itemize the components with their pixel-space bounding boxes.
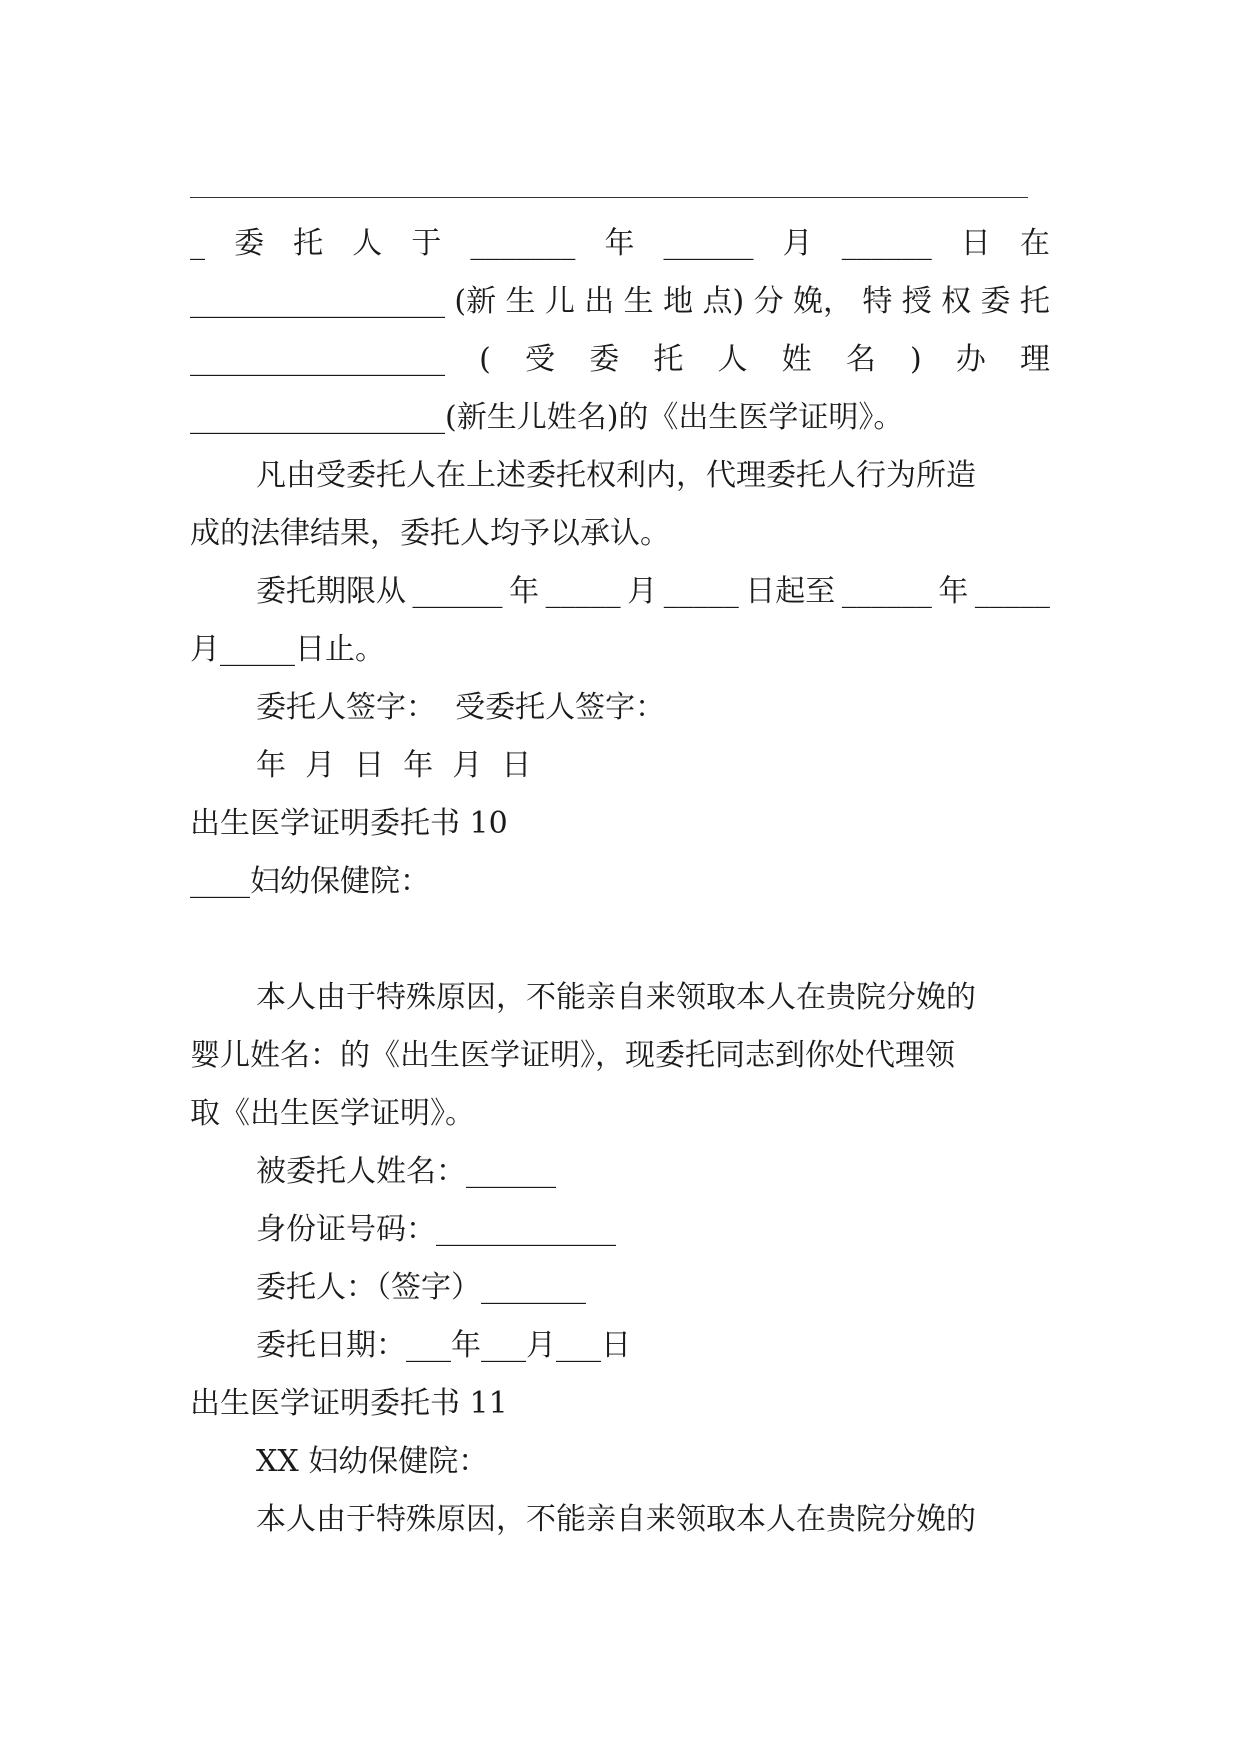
blank: ______ (841, 226, 932, 261)
sec10-body-line3: 取《出生医学证明》。 (190, 1096, 475, 1131)
sec9-para1-line2: 成的法律结果，委托人均予以承认。 (190, 516, 670, 551)
text-seg: 姓 (781, 342, 812, 377)
text-seg: 委 (980, 284, 1011, 319)
blank: ______ (841, 574, 932, 609)
sec10-body-line1: 本人由于特殊原因，不能亲自来领取本人在贵院分娩的 (256, 980, 976, 1015)
sec9-line1 (190, 222, 1050, 266)
sec9-line2 (190, 280, 1050, 324)
blank: ______ (663, 226, 754, 261)
text-seg: 日起至 (745, 574, 836, 609)
text-seg: 娩， (792, 284, 853, 319)
text-seg: 分 (753, 284, 784, 319)
text-seg: 生 (505, 284, 536, 319)
sec10-id-number: 身份证号码：____________ (256, 1212, 616, 1247)
text-seg: 生 (623, 284, 654, 319)
sec9-para1-line1: 凡由受委托人在上述委托权利内，代理委托人行为所造 (256, 458, 976, 493)
text-seg: 权 (941, 284, 972, 319)
sec9-period-line2: 月_____日止。 (190, 632, 385, 667)
top-rule (190, 197, 1028, 198)
text-seg: 托 (293, 226, 324, 261)
text-seg: 于 (411, 226, 442, 261)
text-seg: 年 (938, 574, 969, 609)
blank: _____ (974, 574, 1050, 609)
text-seg: 委 (234, 226, 265, 261)
text-seg: 年 (604, 226, 635, 261)
text-seg: 委 (589, 342, 620, 377)
sec10-principal: 委托人：（签字）_______ (256, 1270, 586, 1305)
text-seg: 月 (627, 574, 658, 609)
blank: _______ (470, 226, 576, 261)
text-seg: _ (190, 226, 205, 261)
text-seg: 名 (845, 342, 876, 377)
blank: _____ (663, 574, 739, 609)
text-seg: 托 (653, 342, 684, 377)
text-seg: 人 (717, 342, 748, 377)
sec11-addressee: XX 妇幼保健院： (256, 1444, 489, 1479)
text-seg: ( (479, 342, 491, 377)
blank: ______ (412, 574, 503, 609)
sec10-body-line2: 婴儿姓名：的《出生医学证明》，现委托同志到你处代理领 (190, 1038, 955, 1073)
blank: _________________ (190, 342, 445, 377)
blank: _____ (545, 574, 621, 609)
sec10-date: 委托日期：___年___月___日 (256, 1328, 631, 1363)
sec9-period-line1 (256, 570, 1050, 614)
text-seg: 地 (663, 284, 694, 319)
sec9-signatures: 委托人签字： 受委托人签字： (256, 690, 666, 725)
sec11-title: 出生医学证明委托书 11 (190, 1386, 508, 1421)
text-seg: 授 (901, 284, 932, 319)
sec10-addressee: ____妇幼保健院： (190, 864, 430, 899)
text-seg: 理 (1020, 342, 1050, 377)
sec9-dates: 年 月 日 年 月 日 (256, 748, 532, 783)
text-seg: 办 (955, 342, 986, 377)
text-seg: ) (909, 342, 922, 377)
text-seg: 托 (1019, 284, 1050, 319)
text-seg: 特 (862, 284, 893, 319)
text-seg: (新 (454, 284, 497, 319)
text-seg: 出 (584, 284, 615, 319)
text-seg: 人 (352, 226, 383, 261)
text-seg: 点) (702, 284, 745, 319)
sec10-agent-name: 被委托人姓名：______ (256, 1154, 556, 1189)
text-seg: 日 (960, 226, 991, 261)
blank: _________________ (190, 284, 445, 319)
text-seg: 月 (782, 226, 813, 261)
sec9-line3 (190, 338, 1050, 382)
sec10-title: 出生医学证明委托书 10 (190, 806, 508, 841)
text-seg: 委托期限从 (256, 574, 406, 609)
text-seg: 年 (509, 574, 540, 609)
sec11-body-line1: 本人由于特殊原因，不能亲自来领取本人在贵院分娩的 (256, 1502, 976, 1537)
text-seg: 受 (525, 342, 556, 377)
sec9-line4: _________________(新生儿姓名)的《出生医学证明》。 (190, 400, 904, 435)
text-seg: 在 (1019, 226, 1050, 261)
text-seg: 儿 (544, 284, 575, 319)
